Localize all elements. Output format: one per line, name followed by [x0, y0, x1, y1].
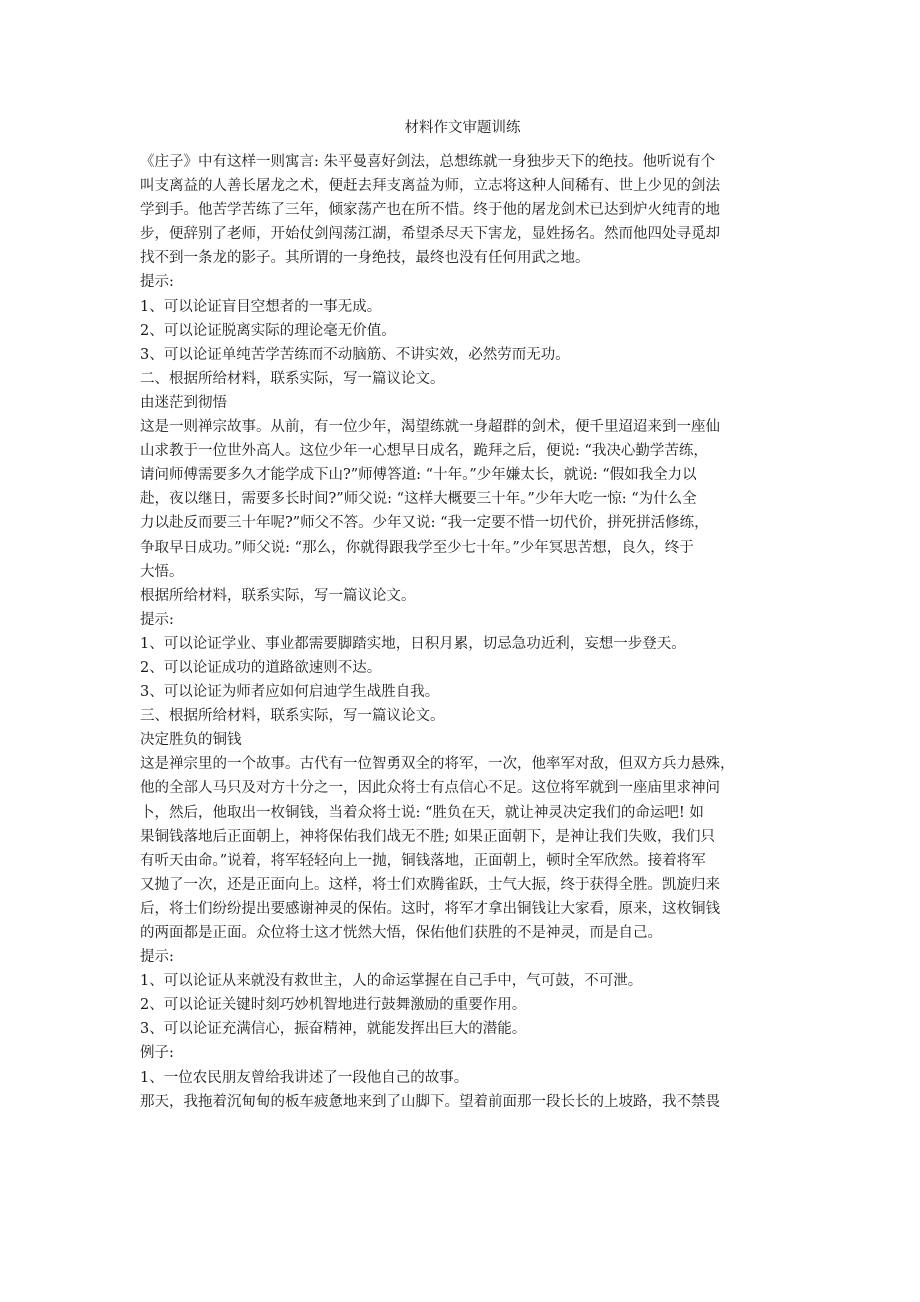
text-line: 争取早日成功。”师父说: “那么，你就得跟我学至少七十年。”少年冥思苦想，良久，终于: [140, 539, 694, 556]
text-line: 赴，夜以继日，需要多长时间?”师父说: “这样大概要三十年。”少年大吃一惊: “为什么全: [140, 491, 697, 508]
hint-item: 3、可以论证为师者应如何启迪学生战胜自我。: [140, 684, 440, 701]
text-line: 卜，然后，他取出一枚铜钱，当着众将士说: “胜负在天，就让神灵决定我们的命运吧! 如: [140, 804, 704, 821]
text-line: 学到手。他苦学苦练了三年，倾家荡产也在所不惜。终于他的屠龙剑术已达到炉火纯青的地: [140, 202, 720, 219]
text-line: 请问师傅需要多久才能学成下山?”师傅答道: “十年。”少年嫌太长，就说: “假如我全力以: [140, 467, 697, 484]
document-page: [140, 118, 785, 1114]
text-line: 《庄子》中有这样一则寓言: 朱平曼喜好剑法，总想练就一身独步天下的绝技。他听说有个: [140, 154, 715, 170]
text-line: 步，便辞别了老师，开始仗剑闯荡江湖，希望杀尽天下害龙，显姓扬名。然而他四处寻觅却: [140, 226, 720, 243]
hint-label: 提示:: [140, 611, 174, 628]
hint-item: 2、可以论证关键时刻巧妙机智地进行鼓舞激励的重要作用。: [140, 997, 527, 1014]
text-line: 找不到一条龙的影子。其所谓的一身绝技，最终也没有任何用武之地。: [140, 250, 590, 267]
hint-item: 3、可以论证充满信心，振奋精神，就能发挥出巨大的潜能。: [140, 1021, 527, 1038]
text-line: 这是一则禅宗故事。从前，有一位少年，渴望练就一身超群的剑术，便千里迢迢来到一座仙: [140, 419, 720, 436]
example-label: 例子:: [140, 1045, 174, 1062]
hint-item: 2、可以论证脱离实际的理论毫无价值。: [140, 322, 396, 339]
text-line: 叫支离益的人善长屠龙之术，便赶去拜支离益为师，立志将这种人间稀有、世上少见的剑法: [140, 178, 720, 195]
text-line: 这是禅宗里的一个故事。古代有一位智勇双全的将军，一次，他率军对敌，但双方兵力悬殊，: [140, 756, 735, 773]
text-line: 大悟。: [140, 563, 184, 580]
text-line: 他的全部人马只及对方十分之一，因此众将士有点信心不足。这位将军就到一座庙里求神问: [140, 780, 720, 797]
text-line: 那天，我拖着沉甸甸的板车疲惫地来到了山脚下。望着前面那一段长长的上坡路，我不禁畏: [140, 1093, 720, 1110]
hint-item: 2、可以论证成功的道路欲速则不达。: [140, 659, 382, 676]
hint-item: 3、可以论证单纯苦学苦练而不动脑筋、不讲实效，必然劳而无功。: [140, 346, 570, 363]
section-heading: 二、根据所给材料，联系实际，写一篇议论文。: [140, 370, 445, 387]
text-line: 有听天由命。”说着，将军轻轻向上一抛，铜钱落地，正面朝上，顿时全军欣然。接着将军: [140, 852, 706, 869]
document-title: 材料作文审题训练: [404, 120, 521, 136]
text-line: 又抛了一次，还是正面向上。这样，将士们欢腾雀跃，士气大振，终于获得全胜。凯旋归来: [140, 876, 720, 893]
text-line: 的两面都是正面。众位将士这才恍然大悟，保佑他们获胜的不是神灵，而是自己。: [140, 925, 662, 941]
hint-label: 提示:: [140, 274, 174, 291]
text-line: 后，将士们纷纷提出要感谢神灵的保佑。这时，将军才拿出铜钱让大家看，原来，这枚铜钱: [140, 900, 720, 917]
hint-item: 1、可以论证盲目空想者的一事无成。: [140, 298, 382, 315]
hint-item: 1、可以论证从来就没有救世主，人的命运掌握在自己手中，气可鼓，不可泄。: [140, 973, 643, 990]
text-line: 果铜钱落地后正面朝上，神将保佑我们战无不胜; 如果正面朝下，是神让我们失败，我们只: [140, 828, 715, 845]
section-heading: 三、根据所给材料，联系实际，写一篇议论文。: [140, 708, 445, 725]
document-body: [140, 150, 785, 1114]
example-item: 1、一位农民朋友曾给我讲述了一段他自己的故事。: [140, 1069, 469, 1086]
instruction-line: 根据所给材料，联系实际，写一篇议论文。: [140, 587, 416, 604]
text-line: 力以赴反而要三十年呢?”师父不答。少年又说: “我一定要不惜一切代价，拼死拼活修练，: [140, 515, 709, 532]
story-title: 由迷茫到彻悟: [140, 394, 227, 411]
hint-item: 1、可以论证学业、事业都需要脚踏实地，日积月累，切忌急功近利，妄想一步登天。: [140, 635, 686, 652]
story-title: 决定胜负的铜钱: [140, 732, 242, 749]
hint-label: 提示:: [140, 949, 174, 966]
text-line: 山求教于一位世外高人。这位少年一心想早日成名，跪拜之后，便说: “我决心勤学苦练，: [140, 443, 708, 460]
